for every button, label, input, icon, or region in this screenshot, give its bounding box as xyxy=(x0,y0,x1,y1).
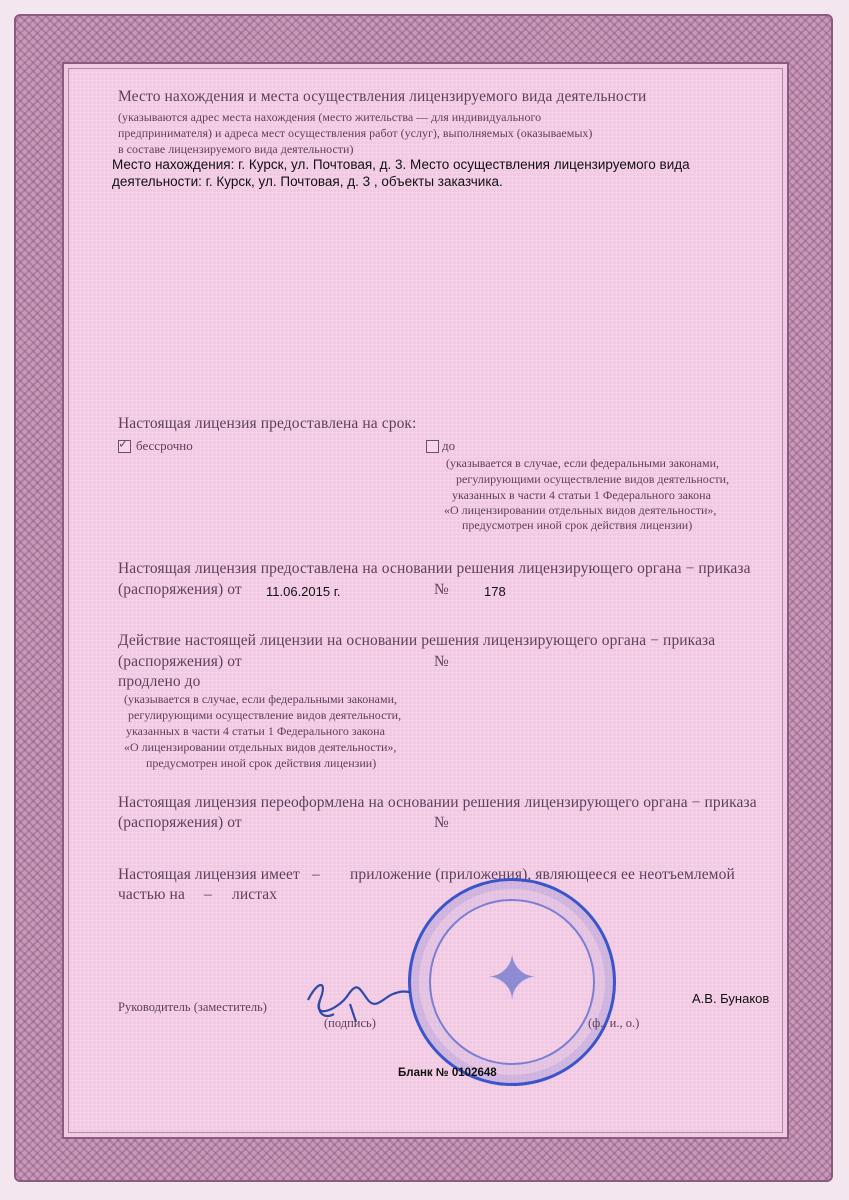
until-label: до xyxy=(442,438,456,453)
location-value-line-1: Место нахождения: г. Курск, ул. Почтовая, д. 3. Место осуществления лицензируемого вида xyxy=(112,157,690,172)
signer-role-label: Руководитель (заместитель) xyxy=(118,1000,267,1014)
until-hint-line-4: «О лицензировании отдельных видов деятельности», xyxy=(444,503,717,517)
extension-hint-line-3: указанных в части 4 статьи 1 Федерального закона xyxy=(126,724,385,738)
reissue-line-2-prefix: (распоряжения) от xyxy=(118,814,242,831)
until-checkbox xyxy=(426,440,439,453)
extended-until-label: продлено до xyxy=(118,673,201,690)
until-hint-line-5: предусмотрен иной срок действия лицензии) xyxy=(462,518,693,532)
official-seal xyxy=(408,878,616,1086)
extension-line-2-prefix: (распоряжения) от xyxy=(118,653,242,670)
blank-number: Бланк № 0102648 xyxy=(398,1067,497,1079)
signature-caption: (подпись) xyxy=(324,1016,376,1030)
signer-name: А.В. Бунаков xyxy=(692,991,770,1006)
reissue-line-1: Настоящая лицензия переоформлена на основании решения лицензирующего органа − приказа xyxy=(118,794,757,811)
extension-hint-line-4: «О лицензировании отдельных видов деятельности», xyxy=(124,740,397,754)
location-value-line-2: деятельности: г. Курск, ул. Почтовая, д. 3 , объекты заказчика. xyxy=(112,174,503,189)
until-hint-line-3: указанных в части 4 статьи 1 Федерального закона xyxy=(452,488,711,502)
basis-date: 11.06.2015 г. xyxy=(266,584,341,599)
until-hint-line-2: регулирующими осуществление видов деятельности, xyxy=(456,472,730,486)
basis-line-1: Настоящая лицензия предоставлена на основании решения лицензирующего органа − приказа xyxy=(118,560,751,577)
reissue-number-sign: № xyxy=(434,814,449,831)
appendix-sheets: – xyxy=(204,886,212,903)
name-caption: (ф., и., о.) xyxy=(588,1016,640,1030)
appendix-line-1-suffix: приложение (приложения), являющееся ее неотъемлемой xyxy=(350,866,735,883)
location-hint-line-1: (указываются адрес места нахождения (место жительства — для индивидуального xyxy=(118,110,542,124)
indefinite-checkbox xyxy=(118,437,131,453)
extension-hint-line-5: предусмотрен иной срок действия лицензии) xyxy=(146,756,377,770)
location-hint-line-2: предпринимателя) и адреса мест осуществления работ (услуг), выполняемых (оказываемых) xyxy=(118,126,593,140)
appendix-count: – xyxy=(312,866,320,883)
term-title: Настоящая лицензия предоставлена на срок: xyxy=(118,415,417,432)
until-hint-line-1: (указывается в случае, если федеральными законами, xyxy=(446,456,720,470)
checkmark-icon: ✓ xyxy=(118,437,129,452)
basis-number: 178 xyxy=(484,584,506,599)
extension-number-sign: № xyxy=(434,653,449,670)
extension-hint-line-2: регулирующими осуществление видов деятельности, xyxy=(128,708,402,722)
location-title: Место нахождения и места осуществления лицензируемого вида деятельности xyxy=(118,88,647,105)
coat-of-arms-icon: ✦ xyxy=(485,942,539,1016)
location-hint-line-3: в составе лицензируемого вида деятельности) xyxy=(118,142,354,156)
appendix-line-2-prefix: частью на xyxy=(118,886,185,903)
basis-number-sign: № xyxy=(434,581,449,598)
appendix-line-2-suffix: листах xyxy=(232,886,278,903)
extension-line-1: Действие настоящей лицензии на основании решения лицензирующего органа − приказа xyxy=(118,632,716,649)
indefinite-label: бессрочно xyxy=(136,438,193,453)
appendix-line-1-prefix: Настоящая лицензия имеет xyxy=(118,866,300,883)
extension-hint-line-1: (указывается в случае, если федеральными законами, xyxy=(124,692,398,706)
basis-line-2-prefix: (распоряжения) от xyxy=(118,581,242,598)
